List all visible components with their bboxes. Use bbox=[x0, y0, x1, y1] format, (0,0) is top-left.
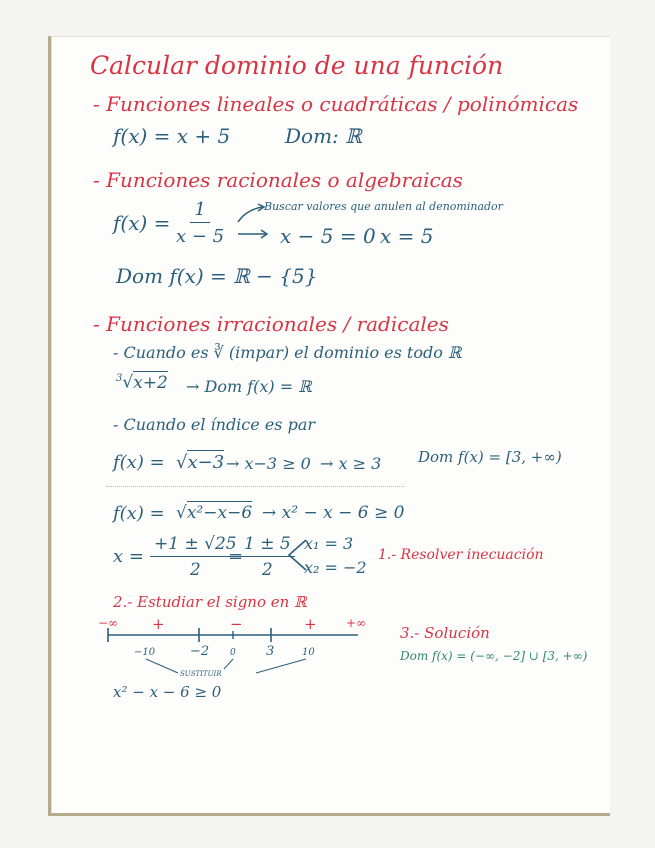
right-infinity: +∞ bbox=[346, 616, 367, 630]
odd-root-example: $^3$√x+2 bbox=[116, 372, 168, 393]
even-step-1: → x−3 ≥ 0 bbox=[226, 454, 311, 473]
example-radicand: x²−x−6 bbox=[186, 503, 253, 523]
test-value-0: 0 bbox=[230, 648, 236, 658]
rational-fx-label: f(x) = bbox=[113, 211, 171, 235]
test-value-minus-10: −10 bbox=[134, 647, 156, 658]
tick-label-minus-2: −2 bbox=[190, 644, 210, 659]
even-index-case: - Cuando el índice es par bbox=[113, 415, 316, 434]
quadratic-numerator: +1 ± √25 bbox=[150, 534, 241, 557]
root-1: x₁ = 3 bbox=[304, 534, 354, 553]
rational-numerator: 1 bbox=[190, 199, 209, 223]
linear-domain: Dom: ℝ bbox=[285, 124, 362, 148]
odd-root-result: → Dom f(x) = ℝ bbox=[186, 377, 312, 396]
example-fx-label: f(x) = bbox=[113, 503, 165, 524]
equals-sign: = bbox=[228, 546, 244, 567]
left-infinity: −∞ bbox=[98, 616, 119, 630]
rational-denominator: x − 5 bbox=[176, 226, 225, 247]
section-heading-radical: - Funciones irracionales / radicales bbox=[93, 312, 449, 336]
root-2: x₂ = −2 bbox=[304, 558, 367, 577]
rational-fraction bbox=[176, 199, 224, 247]
sign-positive-right: + bbox=[304, 615, 317, 633]
even-step-2: → x ≥ 3 bbox=[320, 454, 382, 473]
test-value-10: 10 bbox=[302, 647, 315, 658]
example-inequality: → x² − x − 6 ≥ 0 bbox=[262, 503, 405, 523]
final-solution: Dom f(x) = (−∞, −2] ∪ [3, +∞) bbox=[400, 649, 588, 663]
quadratic-formula bbox=[150, 534, 244, 580]
sign-negative: − bbox=[230, 615, 243, 633]
simplified-numerator: 1 ± 5 bbox=[240, 534, 295, 557]
even-fx-label: f(x) = bbox=[113, 452, 165, 473]
arrow-icons bbox=[236, 202, 272, 242]
linear-function: f(x) = x + 5 bbox=[113, 124, 231, 148]
tick-label-3: 3 bbox=[266, 644, 275, 659]
even-radicand: x−3 bbox=[187, 452, 225, 473]
denominator-solution: x = 5 bbox=[380, 224, 434, 248]
simplified-denominator: 2 bbox=[261, 560, 273, 580]
odd-index-case: - Cuando es ∛ (impar) el dominio es todo ℝ bbox=[113, 343, 462, 362]
step-1-label: 1.- Resolver inecuación bbox=[378, 547, 544, 563]
rational-domain: Dom f(x) = ℝ − {5} bbox=[116, 264, 318, 288]
substitute-label: SUSTITUIR bbox=[180, 670, 222, 678]
even-root: √x−3 bbox=[176, 452, 225, 473]
denominator-equation: x − 5 = 0 bbox=[280, 224, 376, 248]
even-domain: Dom f(x) = [3, +∞) bbox=[418, 448, 562, 466]
denominator-note: Buscar valores que anulen al denominador bbox=[264, 200, 503, 213]
step-3-label: 3.- Solución bbox=[400, 624, 490, 642]
inequality-reminder: x² − x − 6 ≥ 0 bbox=[113, 683, 222, 701]
example-root: √x²−x−6 bbox=[176, 503, 253, 523]
page-title: Calcular dominio de una función bbox=[90, 51, 504, 80]
quadratic-denominator: 2 bbox=[189, 560, 201, 580]
sign-number-line bbox=[96, 613, 386, 679]
sign-positive-left: + bbox=[152, 615, 165, 633]
section-heading-polynomial: - Funciones lineales o cuadráticas / polinómicas bbox=[93, 92, 579, 116]
odd-root-radicand: x+2 bbox=[133, 372, 168, 393]
section-divider bbox=[106, 486, 404, 487]
quadratic-x-label: x = bbox=[113, 546, 144, 567]
section-heading-rational: - Funciones racionales o algebraicas bbox=[93, 168, 463, 192]
step-2-label: 2.- Estudiar el signo en ℝ bbox=[113, 593, 307, 611]
odd-root-index: 3 bbox=[116, 373, 123, 384]
